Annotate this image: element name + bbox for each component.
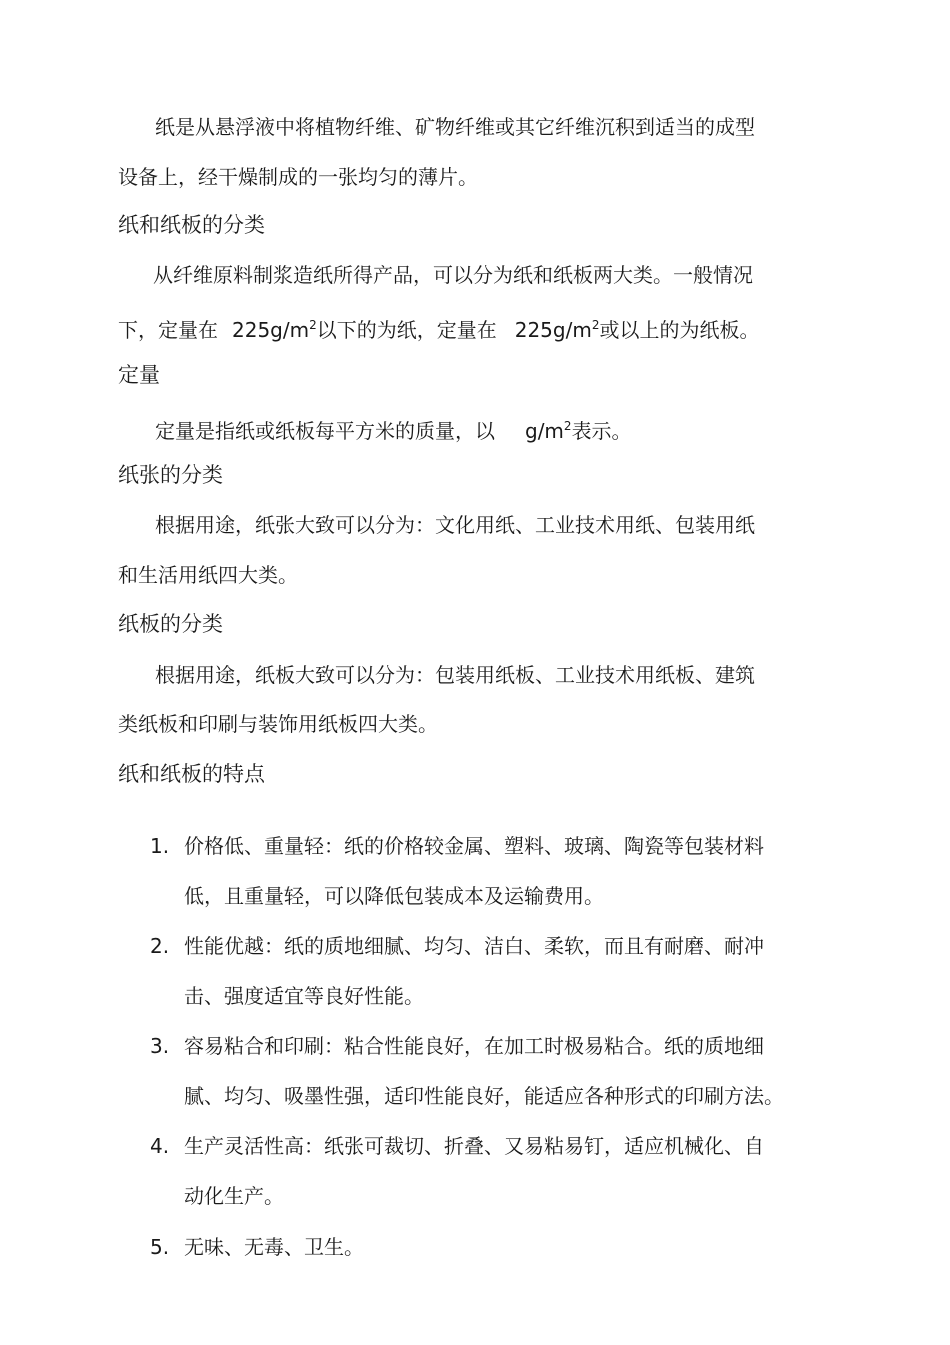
classification-sup-2: 2: [591, 318, 600, 332]
feature-3-line-1: 容易粘合和印刷：粘合性能良好，在加工时极易粘合。纸的质地细: [184, 1034, 764, 1058]
board-types-line-1: 根据用途，纸板大致可以分为：包装用纸板、工业技术用纸板、建筑: [155, 663, 755, 687]
classification-text-a: 下，定量在: [118, 318, 218, 342]
feature-3-number: 3.: [150, 1034, 170, 1058]
basis-weight-text-a: 定量是指纸或纸板每平方米的质量，以: [155, 419, 495, 443]
feature-4-number: 4.: [150, 1134, 170, 1158]
classification-text-c: 以下的为纸，定量在: [316, 318, 497, 342]
basis-weight-unit: g/m: [525, 419, 564, 443]
feature-2-line-2: 击、强度适宜等良好性能。: [184, 984, 424, 1008]
basis-weight-line: [155, 412, 632, 445]
feature-3-line-2: 腻、均匀、吸墨性强，适印性能良好，能适应各种形式的印刷方法。: [184, 1084, 784, 1108]
heading-basis-weight: 定量: [118, 363, 160, 387]
heading-classification: 纸和纸板的分类: [118, 213, 265, 237]
feature-5-line-1: 无味、无毒、卫生。: [184, 1235, 364, 1259]
feature-2-line-1: 性能优越：纸的质地细腻、均匀、洁白、柔软，而且有耐磨、耐冲: [184, 934, 764, 958]
heading-board-types: 纸板的分类: [118, 612, 223, 636]
classification-value-2: 225g/m: [514, 318, 592, 342]
feature-1-number: 1.: [150, 834, 170, 858]
paper-types-line-1: 根据用途，纸张大致可以分为：文化用纸、工业技术用纸、包装用纸: [155, 513, 755, 537]
heading-paper-types: 纸张的分类: [118, 463, 223, 487]
feature-1-line-2: 低，且重量轻，可以降低包装成本及运输费用。: [184, 884, 604, 908]
classification-line-1: 从纤维原料制浆造纸所得产品，可以分为纸和纸板两大类。一般情况: [153, 263, 753, 287]
feature-5-number: 5.: [150, 1235, 170, 1259]
classification-line-2: [118, 311, 759, 344]
intro-line-1: 纸是从悬浮液中将植物纤维、矿物纤维或其它纤维沉积到适当的成型: [155, 115, 755, 139]
feature-1-line-1: 价格低、重量轻：纸的价格较金属、塑料、玻璃、陶瓷等包装材料: [184, 834, 764, 858]
classification-value-1: 225g/m: [232, 318, 310, 342]
basis-weight-text-c: 表示。: [571, 419, 632, 443]
feature-4-line-2: 动化生产。: [184, 1184, 284, 1208]
feature-4-line-1: 生产灵活性高：纸张可裁切、折叠、又易粘易钉，适应机械化、自: [184, 1134, 764, 1158]
board-types-line-2: 类纸板和印刷与装饰用纸板四大类。: [118, 712, 438, 736]
classification-sup-1: 2: [309, 318, 317, 332]
basis-weight-sup: 2: [563, 419, 572, 433]
heading-features: 纸和纸板的特点: [118, 762, 265, 786]
intro-line-2: 设备上，经干燥制成的一张均匀的薄片。: [118, 165, 478, 189]
feature-2-number: 2.: [150, 934, 170, 958]
paper-types-line-2: 和生活用纸四大类。: [118, 563, 298, 587]
classification-text-e: 或以上的为纸板。: [599, 318, 760, 342]
